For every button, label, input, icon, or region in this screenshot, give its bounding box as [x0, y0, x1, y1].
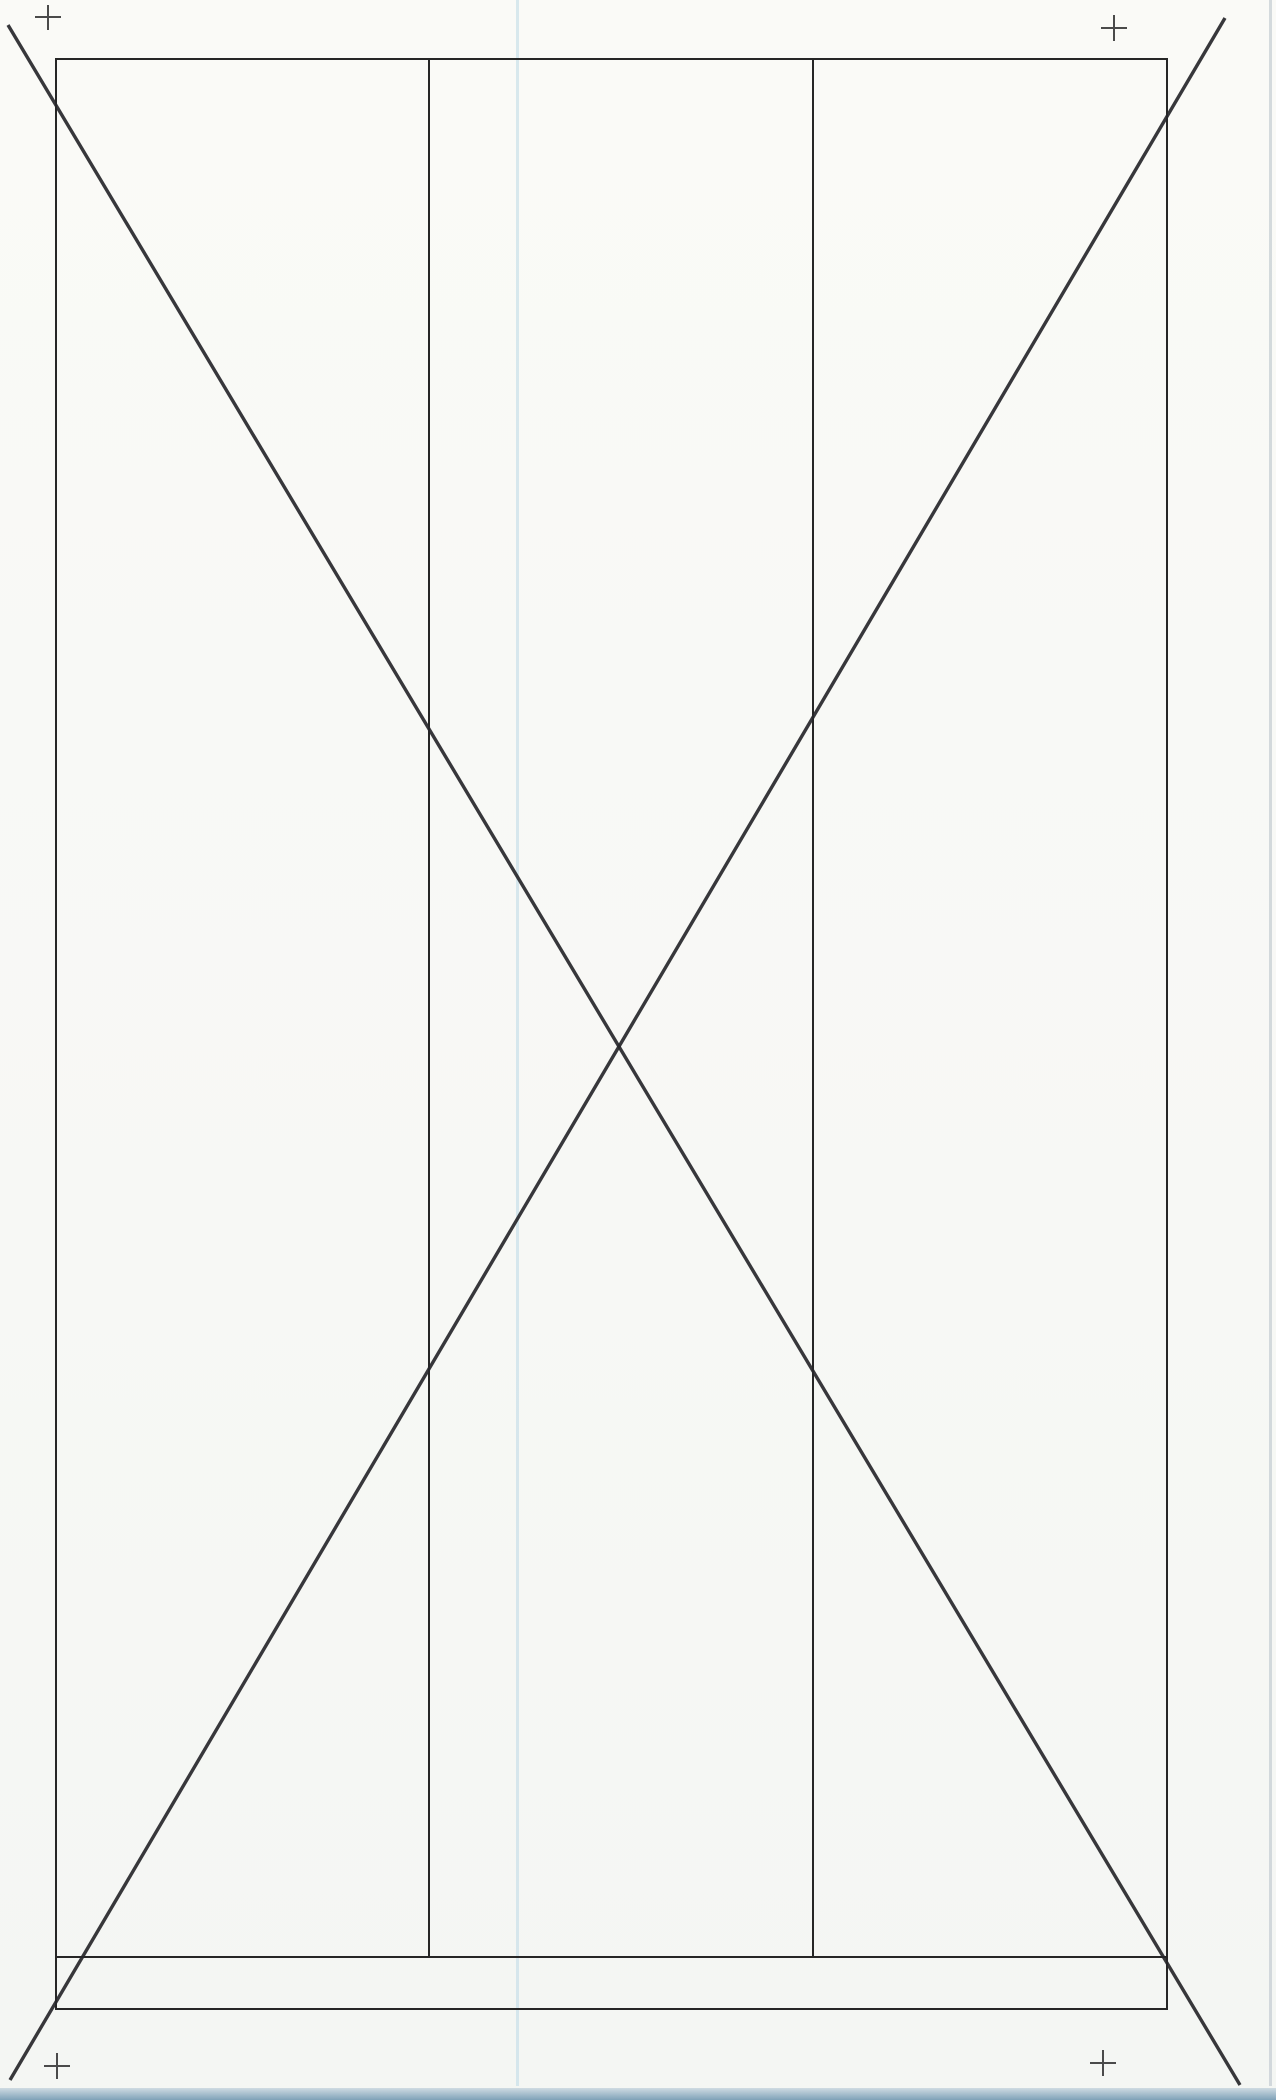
ballot-columns	[57, 60, 1166, 1956]
column-propositions-8-11	[814, 60, 1166, 1956]
column-races	[57, 60, 430, 1956]
scan-bottom-edge	[0, 2088, 1276, 2100]
ballot-body	[55, 58, 1168, 2010]
scanner-edge-line	[1269, 0, 1272, 2086]
column-propositions-2-7	[430, 60, 814, 1956]
ballot-footer	[57, 1956, 1166, 2008]
